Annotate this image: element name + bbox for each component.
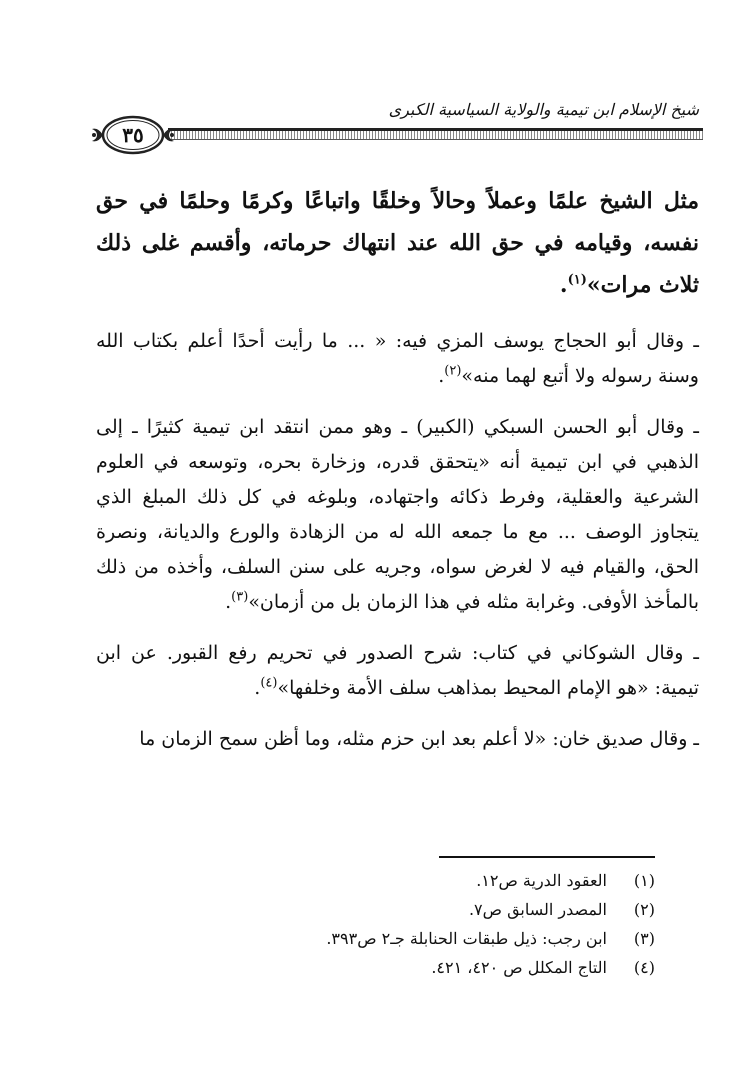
paragraph-end: . — [254, 677, 261, 699]
footnote-rule — [439, 856, 655, 858]
paragraph — [96, 410, 699, 620]
footnote-text: العقود الدرية ص١٢. — [476, 871, 607, 890]
footnotes — [135, 866, 655, 982]
footnote-number: (٤) — [633, 958, 655, 977]
paragraph-text: ـ وقال أبو الحسن السبكي (الكبير) ـ وهو ممن انتقد ابن تيمية كثيرًا ـ إلى الذهبي في ابن تيمية أنه «يتحقق قدره، وزخارة بحره، وتوسعه في العلوم الشرعية والعقلية، وفرط ذكائه واجتهاده، وبلوغه في كل ذلك المبلغ الذي يتجاوز الوصف ... مع ما جمعه الله له من الزهادة والورع والديانة، ونصرة الحق، والقيام فيه لا لغرض سواه، وجريه على سنن السلف، وأخذه من ذلك بالمأخذ الأوفى. وغرابة مثله في هذا الزمان بل من أزمان» — [96, 416, 699, 613]
footnote-number: (٢) — [633, 900, 655, 919]
paragraph-end: . — [438, 365, 445, 387]
footnote-ref: (٤) — [260, 675, 278, 691]
paragraph-text: ـ وقال صديق خان: «لا أعلم بعد ابن حزم مثله، وما أظن سمح الزمان ما — [139, 728, 699, 750]
lead-paragraph-text: مثل الشيخ علمًا وعملاً وحالاً وخلقًا واتباعًا وكرمًا وحلمًا في حق نفسه، وقيامه في حق الله عند انتهاك حرماته، وأقسم غلى ذلك ثلاث مرات» — [96, 188, 699, 298]
footnote-number: (٣) — [633, 929, 655, 948]
lead-paragraph — [96, 180, 699, 306]
footnote-ref: (٣) — [231, 589, 249, 605]
footnote-ref: (٢) — [444, 363, 462, 379]
header-rule — [168, 128, 703, 140]
footnote — [135, 953, 655, 982]
paragraph — [96, 722, 699, 757]
footnote — [135, 895, 655, 924]
footnote-text: ابن رجب: ذيل طبقات الحنابلة جـ٢ ص٣٩٣. — [326, 929, 607, 948]
paragraph-end: . — [225, 591, 232, 613]
paragraph — [96, 324, 699, 394]
running-title: شيخ الإسلام ابن تيمية والولاية السياسية الكبرى — [388, 100, 699, 119]
page-number: ٣٥ — [122, 123, 144, 147]
paragraph-text: ـ وقال الشوكاني في كتاب: شرح الصدور في تحريم رفع القبور. عن ابن تيمية: «هو الإمام المحيط بمذاهب سلف الأمة وخلفها» — [96, 642, 699, 699]
footnote-text: المصدر السابق ص٧. — [468, 900, 607, 919]
paragraph-text: ـ وقال أبو الحجاج يوسف المزي فيه: « ... ما رأيت أحدًا أعلم بكتاب الله وسنة رسوله ولا أتبع لهما منه» — [96, 330, 699, 387]
footnote-ref: (١) — [567, 272, 587, 288]
paragraph-end: . — [559, 272, 568, 298]
paragraph — [96, 636, 699, 706]
footnote-number: (١) — [633, 871, 655, 890]
footnote — [135, 866, 655, 895]
footnote — [135, 924, 655, 953]
footnote-text: التاج المكلل ص ٤٢٠، ٤٢١. — [431, 958, 607, 977]
body-text — [96, 180, 699, 773]
